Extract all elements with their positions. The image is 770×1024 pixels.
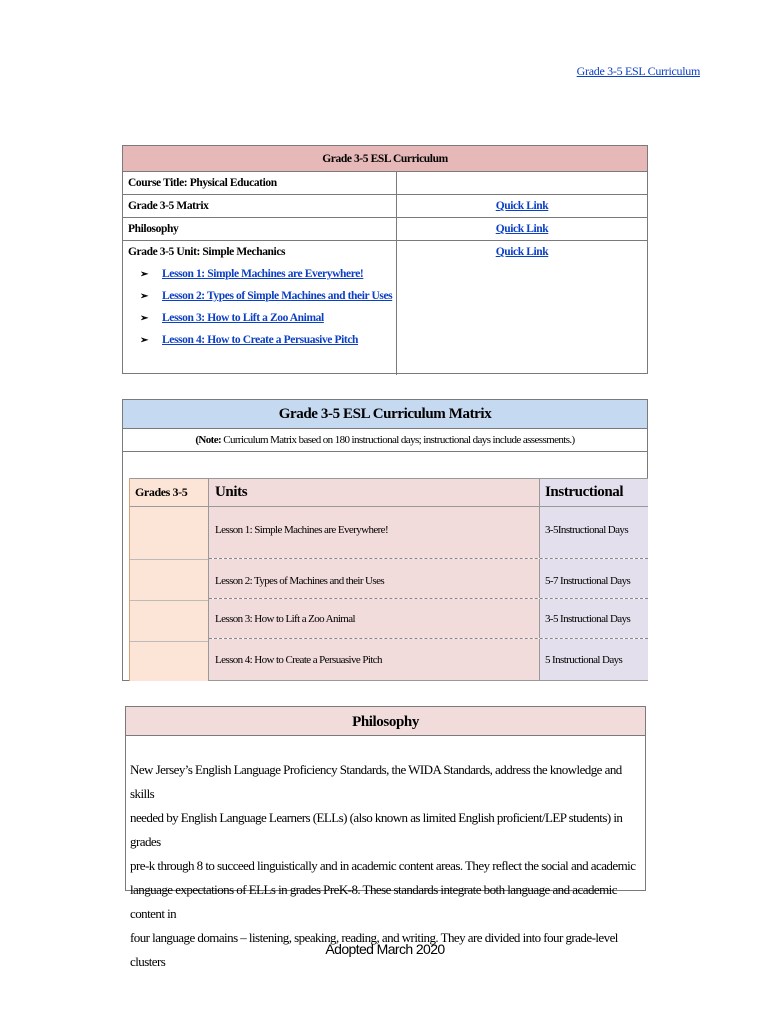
table-row (209, 639, 648, 681)
table-row (123, 195, 647, 218)
list-item (140, 285, 396, 307)
curriculum-table-title: Grade 3-5 ESL Curriculum (123, 146, 647, 172)
note-bold: (Note: (195, 434, 222, 446)
matrix-header-row (209, 478, 648, 507)
philosophy-quick-link[interactable]: Quick Link (495, 223, 549, 235)
unit-cell: Lesson 2: Types of Machines and their Uses (209, 559, 540, 598)
unit-cell: Lesson 3: How to Lift a Zoo Animal (209, 599, 540, 638)
philosophy-line: four language domains – listening, speaking, reading, and writing. They are divided into four grade-level clusters (130, 930, 618, 969)
lesson-list (128, 263, 396, 351)
days-cell: 3-5 Instructional Days (540, 599, 648, 638)
list-item (140, 307, 396, 329)
units-days-columns (209, 478, 648, 681)
grades-header: Grades 3-5 (130, 478, 208, 507)
header-curriculum-link[interactable]: Grade 3-5 ESL Curriculum (576, 64, 700, 78)
days-cell: 3-5Instructional Days (540, 507, 648, 558)
table-row (123, 172, 647, 195)
grades-cell (130, 560, 208, 601)
table-row (209, 599, 648, 639)
arrow-bullet-icon: ➢ (140, 313, 148, 324)
philosophy-line: pre-k through 8 to succeed linguistically and in academic content areas. They reflect the social and academic (130, 858, 636, 873)
unit-cell (123, 241, 397, 375)
lesson-2-link[interactable]: Lesson 2: Types of Simple Machines and their Uses (162, 290, 393, 302)
philosophy-line: New Jersey’s English Language Proficiency Standards, the WIDA Standards, address the knowledge and skills (130, 762, 622, 801)
arrow-bullet-icon: ➢ (140, 291, 148, 302)
grades-cell (130, 642, 208, 683)
days-cell: 5-7 Instructional Days (540, 559, 648, 598)
matrix-table (122, 399, 648, 681)
philosophy-line: needed by English Language Learners (ELLs) (also known as limited English proficient/LEP students) in grades (130, 810, 623, 849)
table-row (209, 507, 648, 559)
philosophy-title: Philosophy (126, 707, 645, 736)
curriculum-table (122, 145, 648, 374)
matrix-label: Grade 3-5 Matrix (123, 195, 397, 217)
lesson-1-link[interactable]: Lesson 1: Simple Machines are Everywhere! (162, 268, 364, 280)
matrix-note (123, 429, 647, 452)
grades-cell (130, 507, 208, 560)
note-text: Curriculum Matrix based on 180 instructional days; instructional days include assessments.) (221, 434, 575, 446)
table-row (123, 241, 647, 375)
course-title-value (397, 172, 647, 194)
lesson-4-link[interactable]: Lesson 4: How to Create a Persuasive Pitch (162, 334, 359, 346)
grades-cell (130, 601, 208, 642)
unit-cell: Lesson 4: How to Create a Persuasive Pitch (209, 639, 540, 680)
matrix-quick-link[interactable]: Quick Link (495, 200, 549, 212)
arrow-bullet-icon: ➢ (140, 269, 148, 280)
footer-adopted-date: Adopted March 2020 (325, 941, 445, 957)
table-row (123, 218, 647, 241)
days-cell: 5 Instructional Days (540, 639, 648, 680)
list-item (140, 263, 396, 285)
philosophy-line: language expectations of ELLs in grades PreK-8. These standards integrate both language and academic content in (130, 882, 617, 921)
matrix-grid (129, 478, 648, 681)
matrix-title: Grade 3-5 ESL Curriculum Matrix (123, 400, 647, 429)
table-row (209, 559, 648, 599)
philosophy-body (126, 736, 645, 974)
unit-cell: Lesson 1: Simple Machines are Everywhere! (209, 507, 540, 558)
grades-column (129, 478, 209, 681)
course-title-label: Course Title: Physical Education (123, 172, 397, 194)
arrow-bullet-icon: ➢ (140, 335, 148, 346)
units-header: Units (209, 479, 540, 506)
list-item (140, 329, 396, 351)
lesson-3-link[interactable]: Lesson 3: How to Lift a Zoo Animal (162, 312, 324, 324)
days-header: Instructional (540, 479, 648, 506)
philosophy-label: Philosophy (123, 218, 397, 240)
unit-label: Grade 3-5 Unit: Simple Mechanics (128, 246, 286, 258)
unit-quick-link[interactable]: Quick Link (495, 246, 549, 258)
